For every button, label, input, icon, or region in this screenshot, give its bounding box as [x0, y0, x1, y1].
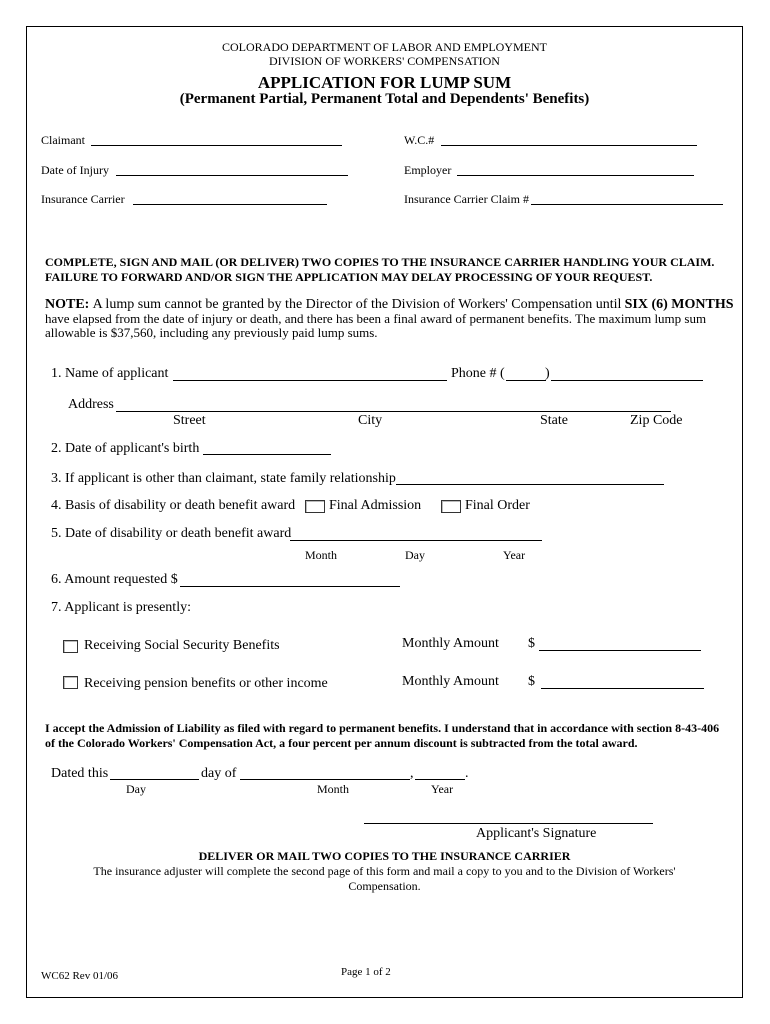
claimant-label: Claimant	[41, 133, 85, 147]
zip-caption: Zip Code	[630, 413, 683, 428]
final-order-label: Final Order	[465, 498, 530, 513]
day-of-label: day of	[201, 766, 237, 781]
deliver-text-1: The insurance adjuster will complete the second page of this form and mail a copy to you and to the Division of Workers'	[93, 864, 676, 878]
q1-label: 1. Name of applicant	[51, 366, 169, 381]
dated-comma: ,	[410, 766, 414, 781]
dated-month-field[interactable]	[240, 779, 410, 780]
dated-month-caption: Month	[317, 782, 350, 796]
phone-paren-close: )	[545, 366, 550, 381]
dated-this-label: Dated this	[51, 766, 109, 781]
instructions-line-1: COMPLETE, SIGN AND MAIL (OR DELIVER) TWO COPIES TO THE INSURANCE CARRIER HANDLING YOUR CLAIM.	[45, 255, 715, 269]
birth-date-field[interactable]	[203, 454, 331, 455]
award-day-caption: Day	[405, 548, 425, 562]
dated-year-caption: Year	[431, 782, 454, 796]
applicant-name-field[interactable]	[173, 380, 447, 381]
social-security-amount-field[interactable]	[539, 650, 701, 651]
insurance-carrier-label: Insurance Carrier	[41, 192, 125, 206]
address-label: Address	[68, 397, 114, 412]
carrier-claim-field[interactable]	[531, 204, 723, 205]
dated-day-field[interactable]	[110, 779, 199, 780]
amount-requested-field[interactable]	[180, 586, 400, 587]
date-of-injury-field[interactable]	[116, 175, 348, 176]
q4-label: 4. Basis of disability or death benefit award	[51, 498, 296, 513]
family-relationship-field[interactable]	[396, 484, 664, 485]
wc-label: W.C.#	[404, 133, 435, 147]
final-order-checkbox[interactable]	[441, 498, 461, 516]
state-caption: State	[540, 413, 568, 428]
note-label: NOTE:	[45, 297, 90, 312]
signature-caption: Applicant's Signature	[476, 826, 597, 841]
dept-heading: COLORADO DEPARTMENT OF LABOR AND EMPLOYMENT	[222, 40, 547, 54]
q3-label: 3. If applicant is other than claimant, state family relationship	[51, 471, 396, 486]
carrier-claim-label: Insurance Carrier Claim #	[404, 192, 529, 206]
dated-year-field[interactable]	[415, 779, 465, 780]
award-date-field[interactable]	[290, 540, 542, 541]
phone-number-field[interactable]	[551, 380, 703, 381]
final-admission-checkbox[interactable]	[305, 498, 325, 516]
monthly-amount-label-2: Monthly Amount	[402, 674, 499, 689]
page-subtitle: (Permanent Partial, Permanent Total and Dependents' Benefits)	[179, 91, 590, 107]
q5-label: 5. Date of disability or death benefit award	[51, 526, 292, 541]
employer-field[interactable]	[457, 175, 694, 176]
note-text-2: have elapsed from the date of injury or death, and there has been a final award of permanent benefits. The maximum lump sum allowable is $37,560, including any previously paid lump sums.	[45, 311, 707, 340]
monthly-amount-label-1: Monthly Amount	[402, 636, 499, 651]
instructions-line-2: FAILURE TO FORWARD AND/OR SIGN THE APPLICATION MAY DELAY PROCESSING OF YOUR REQUEST.	[45, 270, 653, 284]
note-text-1: A lump sum cannot be granted by the Director of the Division of Workers' Compensation until	[92, 297, 622, 312]
form-id: WC62 Rev 01/06	[41, 970, 118, 982]
q2-label: 2. Date of applicant's birth	[51, 441, 200, 456]
award-month-caption: Month	[305, 548, 338, 562]
date-of-injury-label: Date of Injury	[41, 163, 109, 177]
deliver-heading: DELIVER OR MAIL TWO COPIES TO THE INSURANCE CARRIER	[198, 849, 571, 863]
q6-label: 6. Amount requested $	[51, 572, 178, 587]
page-title: APPLICATION FOR LUMP SUM	[257, 73, 512, 92]
acceptance-statement: I accept the Admission of Liability as filed with regard to permanent benefits. I understand that in accordance with section 8-43-406 of the Colorado Workers' Compensation Act, a four percent per annum discount is subtracted from the total award.	[45, 721, 720, 750]
social-security-label: Receiving Social Security Benefits	[84, 638, 280, 653]
q7-label: 7. Applicant is presently:	[51, 600, 191, 615]
address-field[interactable]	[116, 411, 671, 412]
note-paragraph	[45, 297, 735, 340]
pension-amount-field[interactable]	[541, 688, 704, 689]
city-caption: City	[358, 413, 383, 428]
phone-label: Phone # (	[451, 366, 505, 381]
employer-label: Employer	[404, 163, 452, 177]
street-caption: Street	[173, 413, 206, 428]
signature-field[interactable]	[364, 823, 653, 824]
note-emphasis: SIX (6) MONTHS	[624, 297, 734, 312]
claimant-field[interactable]	[91, 145, 342, 146]
dated-period: .	[465, 766, 469, 781]
pension-label: Receiving pension benefits or other income	[84, 676, 328, 691]
division-heading: DIVISION OF WORKERS' COMPENSATION	[269, 54, 500, 68]
award-year-caption: Year	[503, 548, 526, 562]
dollar-sign-1: $	[528, 636, 535, 651]
wc-number-field[interactable]	[441, 145, 697, 146]
social-security-checkbox[interactable]	[63, 638, 78, 656]
deliver-text-2: Compensation.	[348, 879, 421, 893]
page-number: Page 1 of 2	[341, 966, 391, 978]
dated-day-caption: Day	[126, 782, 146, 796]
pension-checkbox[interactable]	[63, 674, 78, 692]
final-admission-label: Final Admission	[329, 498, 422, 513]
insurance-carrier-field[interactable]	[133, 204, 327, 205]
dollar-sign-2: $	[528, 674, 535, 689]
phone-area-code-field[interactable]	[506, 380, 546, 381]
